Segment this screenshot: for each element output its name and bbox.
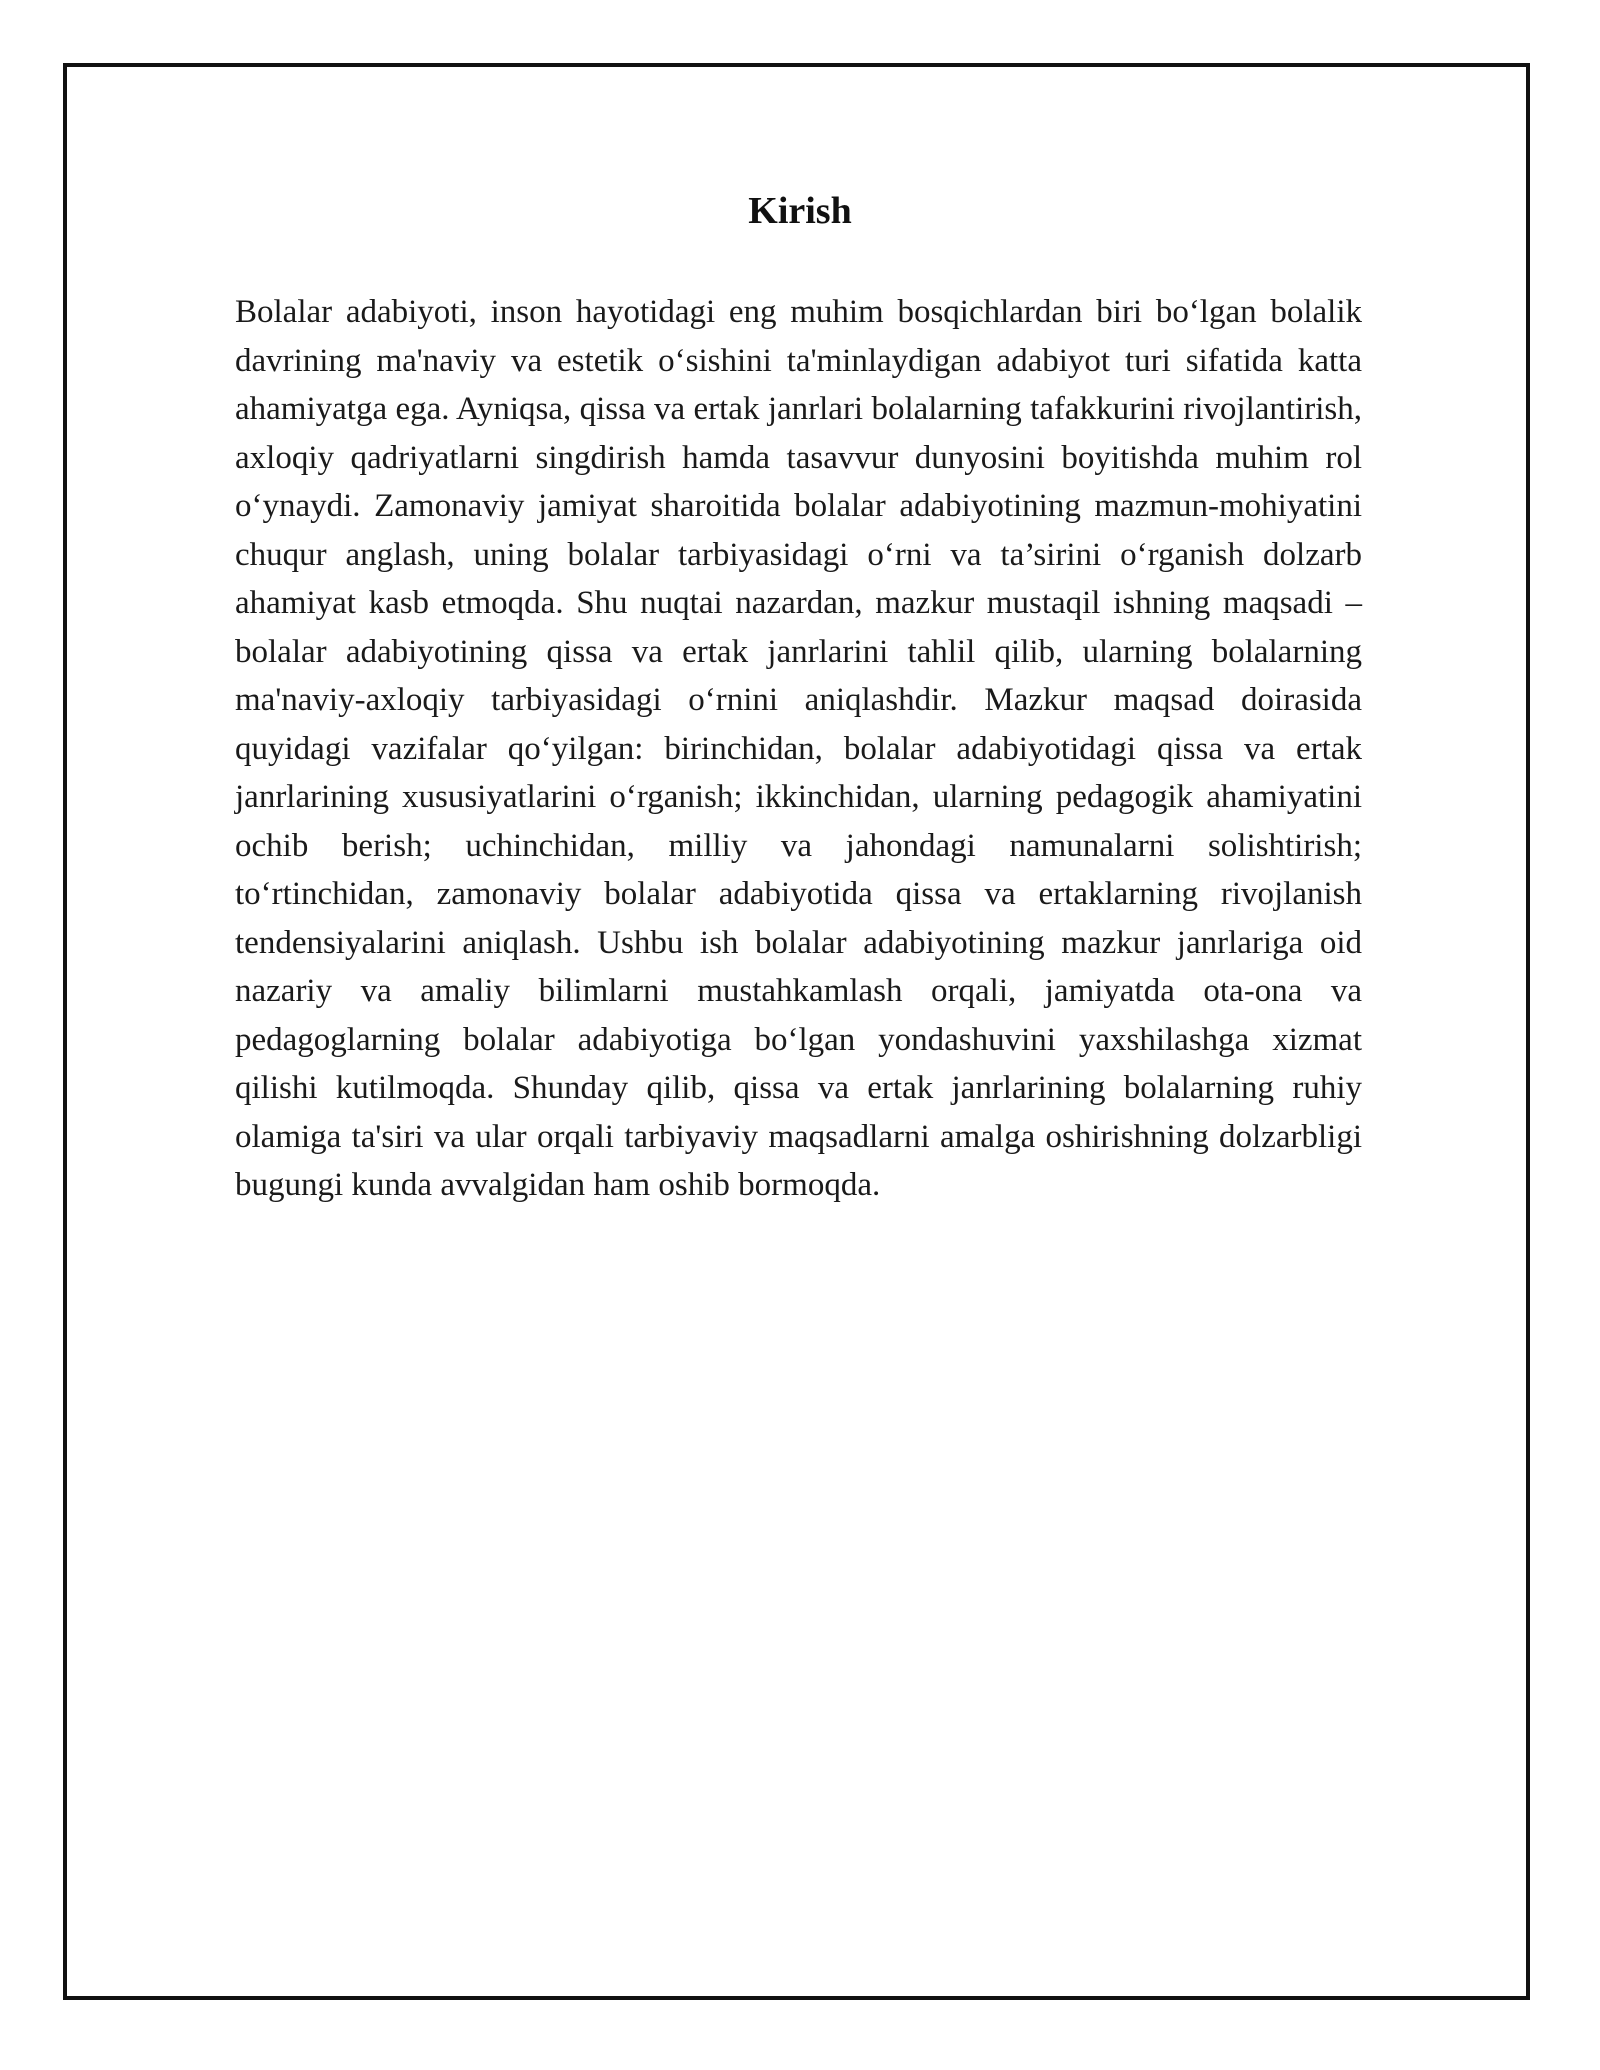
page-title: Kirish xyxy=(748,190,852,232)
body-paragraph: Bolalar adabiyoti, inson hayotidagi eng muhim bosqichlardan biri bo‘lgan bolalik davrining ma'naviy va estetik o‘sishini ta'minlaydigan adabiyot turi sifatida katta ahamiyatga ega. Ayniqsa, qissa va ertak janrlari bolalarning tafakkurini rivojlantirish, axloqiy qadriyatlarni singdirish hamda tasavvur dunyosini boyitishda muhim rol o‘ynaydi. Zamonaviy jamiyat sharoitida bolalar adabiyotining mazmun-mohiyatini chuqur anglash, uning bolalar tarbiyasidagi o‘rni va ta’sirini o‘rganish dolzarb ahamiyat kasb etmoqda. Shu nuqtai nazardan, mazkur mustaqil ishning maqsadi – bolalar adabiyotining qissa va ertak janrlarini tahlil qilib, ularning bolalarning ma'naviy-axloqiy tarbiyasidagi o‘rnini aniqlashdir. Mazkur maqsad doirasida quyidagi vazifalar qo‘yilgan: birinchidan, bolalar adabiyotidagi qissa va ertak janrlarining xususiyatlarini o‘rganish; ikkinchidan, ularning pedagogik ahamiyatini ochib berish; uchinchidan, milliy va jahondagi namunalarni solishtirish; to‘rtinchidan, zamonaviy bolalar adabiyotida qissa va ertaklarning rivojlanish tendensiyalarini aniqlash. Ushbu ish bolalar adabiyotining mazkur janrlariga oid nazariy va amaliy bilimlarni mustahkamlash orqali, jamiyatda ota-ona va pedagoglarning bolalar adabiyotiga bo‘lgan yondashuvini yaxshilashga xizmat qilishi kutilmoqda. Shunday qilib, qissa va ertak janrlarining bolalarning ruhiy olamiga ta'siri va ular orqali tarbiyaviy maqsadlarni amalga oshirishning dolzarbligi bugungi kunda avvalgidan ham oshib bormoqda. xyxy=(235,294,1362,1203)
